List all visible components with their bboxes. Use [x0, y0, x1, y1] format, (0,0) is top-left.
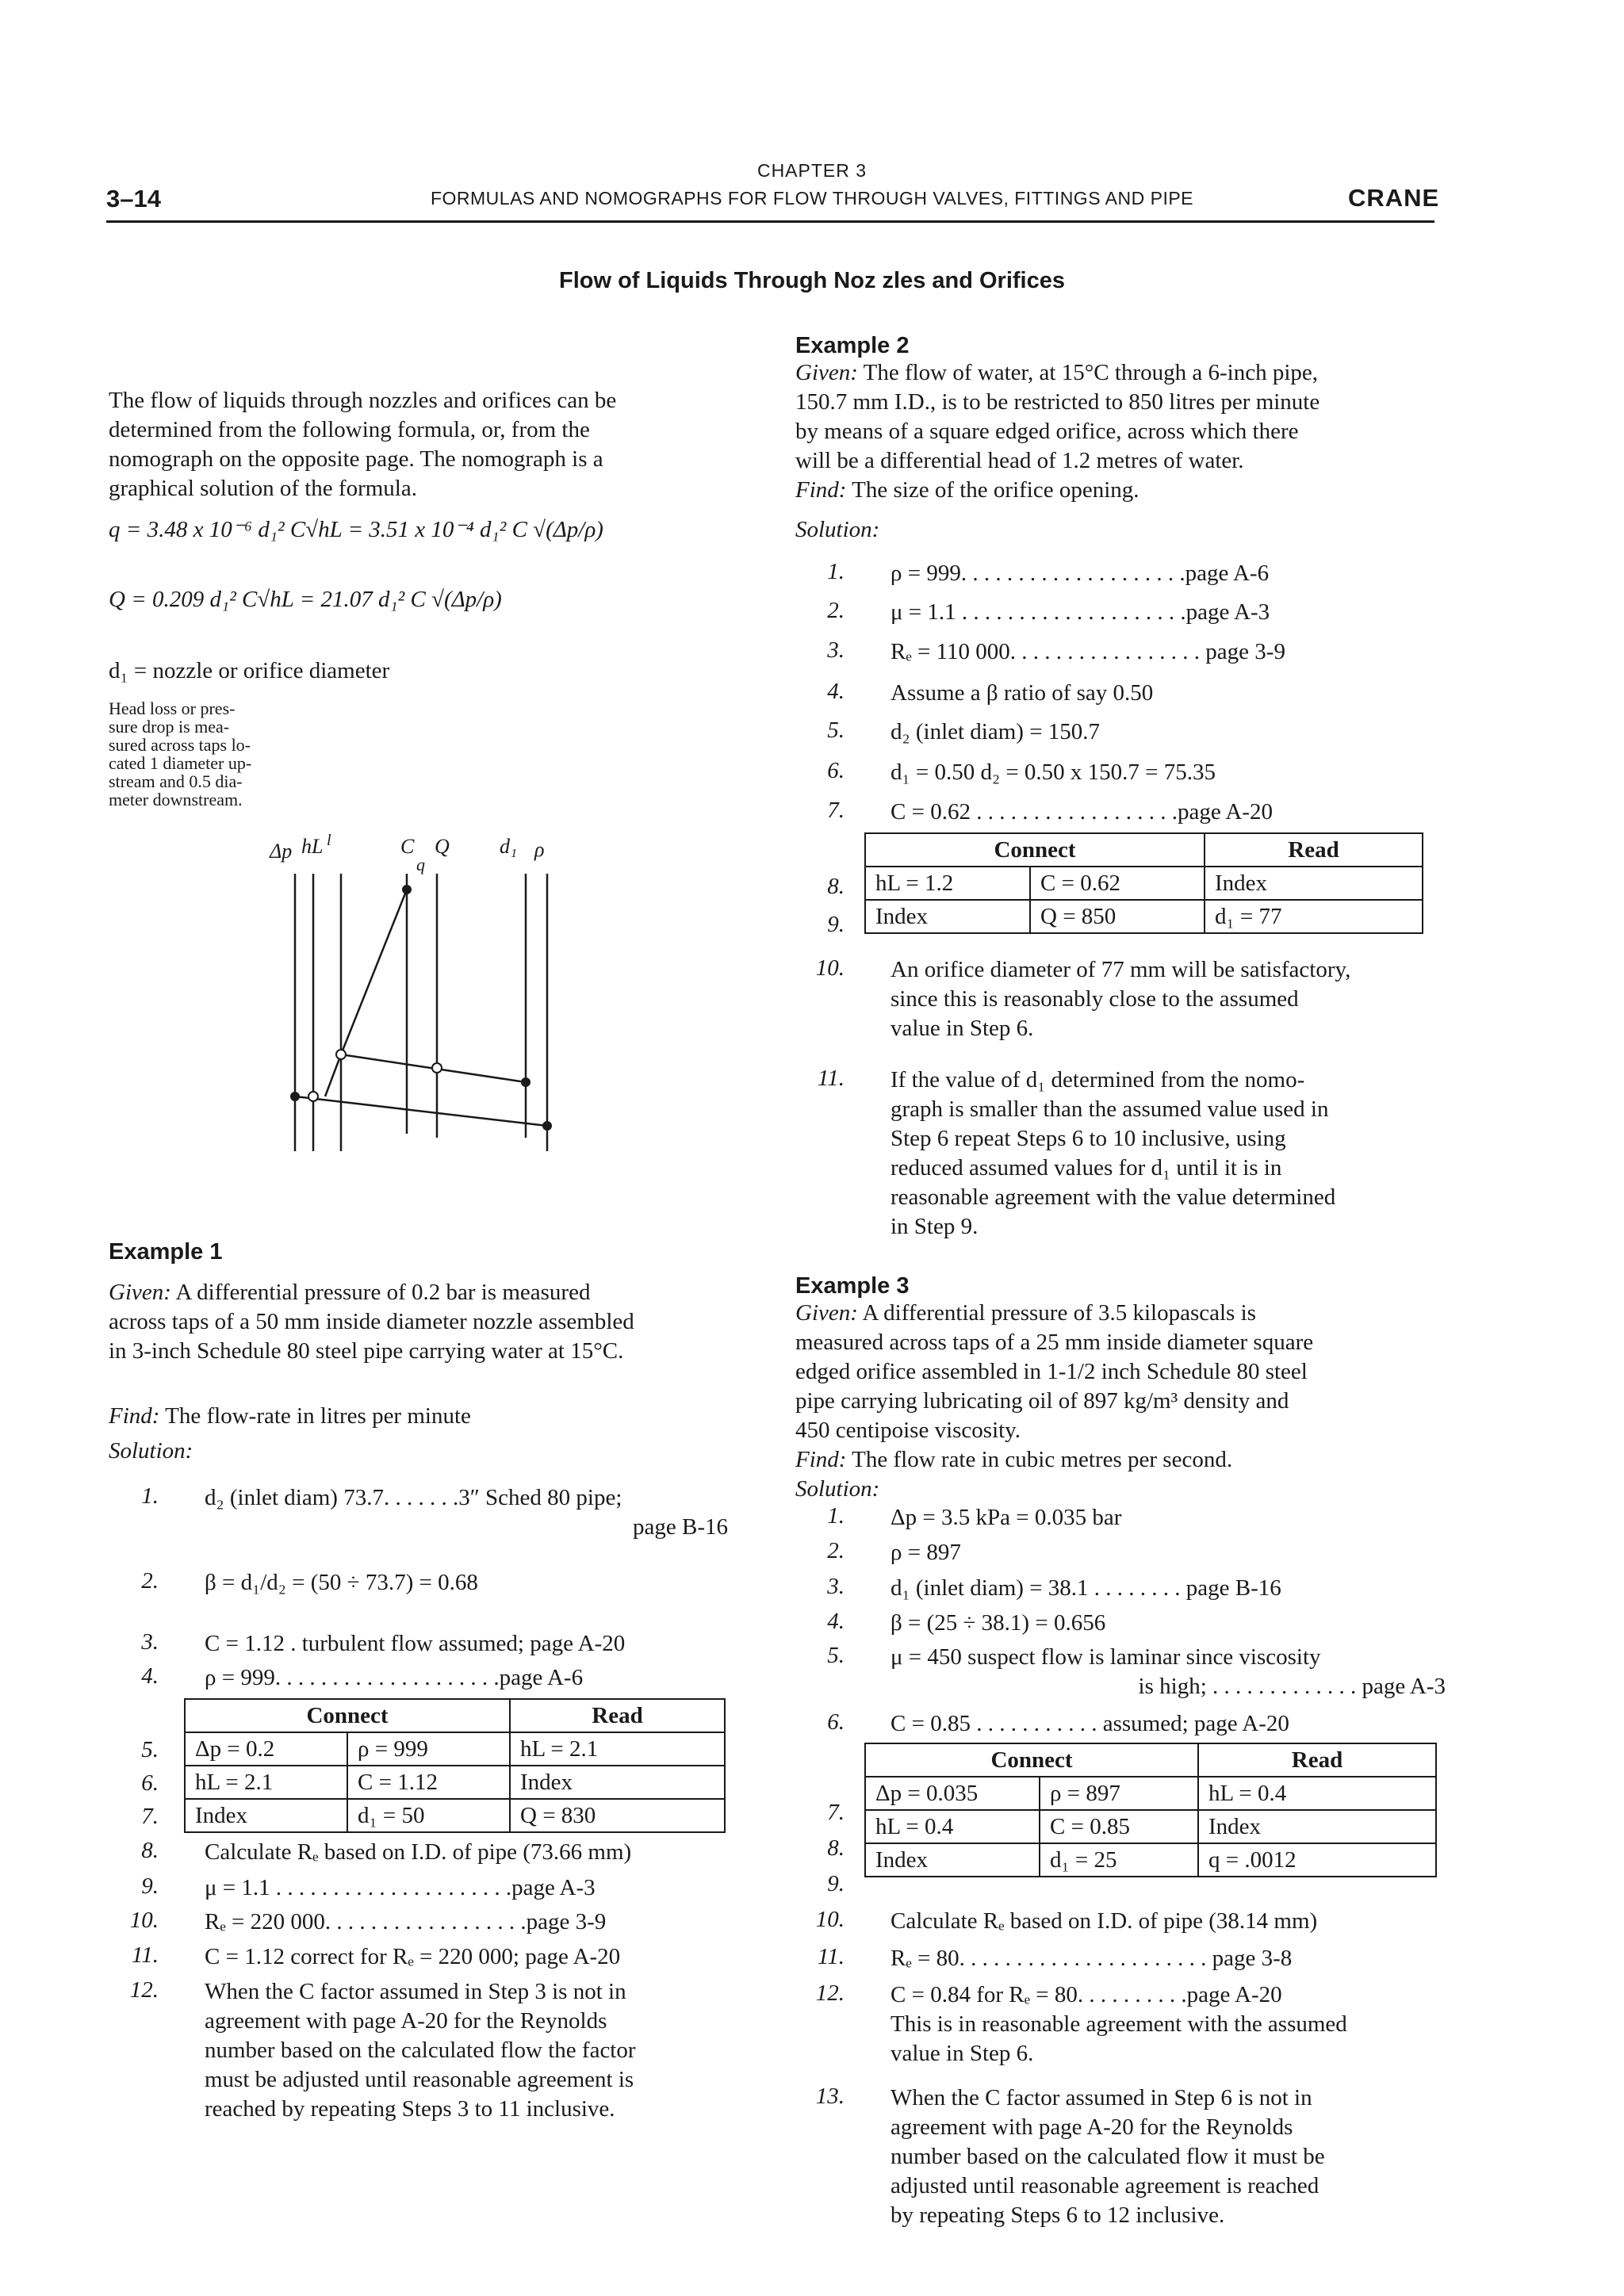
example2-heading: Example 2 [795, 333, 910, 358]
step-number: 1. [827, 559, 845, 584]
cell: hL = 0.4 [1198, 1777, 1436, 1810]
step-number: 2. [827, 598, 845, 623]
step-text: C = 1.12 correct for Rₑ = 220 000; page A-20 [205, 1944, 621, 1969]
step-number: 7. [827, 798, 845, 823]
nomograph-key-diagram [238, 825, 603, 1173]
step-text: d₂ (inlet diam) = 150.7 [891, 719, 1101, 744]
cell: d₁ = 25 [1040, 1843, 1198, 1877]
step-line: must be adjusted until reasonable agreement is [205, 2067, 634, 2092]
cell: C = 0.62 [1030, 867, 1205, 900]
step-line: since this is reasonably close to the assumed [891, 986, 1299, 1012]
page-number: 3–14 [106, 185, 161, 212]
step-number: 9. [827, 912, 845, 937]
step-number: 6. [827, 758, 845, 783]
find-text: The flow-rate in litres per minute [159, 1403, 471, 1429]
given-label: Given: [795, 1300, 858, 1326]
step-number: 7. [141, 1804, 159, 1829]
label-l: l [327, 832, 331, 849]
table-row [185, 1766, 725, 1799]
step-line: reduced assumed values for d₁ until it is in [891, 1155, 1282, 1181]
example1-solution-label: Solution: [109, 1438, 193, 1464]
table-row [185, 1799, 725, 1832]
intro-line: graphical solution of the formula. [109, 476, 417, 501]
publisher-name: CRANE [1348, 184, 1440, 212]
step-number: 11. [817, 1944, 845, 1969]
intro-paragraph [109, 386, 743, 503]
cell: hL = 2.1 [510, 1732, 725, 1766]
step-line: When the C factor assumed in Step 3 is not in [205, 1979, 626, 2004]
read-header: Read [510, 1699, 725, 1732]
find-text: The flow rate in cubic metres per second. [846, 1447, 1233, 1472]
formula-Q: Q = 0.209 d₁² C√hL = 21.07 d₁² C √(Δp/ρ) [109, 587, 502, 612]
connect-header: Connect [865, 1743, 1198, 1777]
read-header: Read [1198, 1743, 1436, 1777]
step-text [891, 2084, 1446, 2230]
measurement-note [109, 699, 339, 809]
point-q [432, 1063, 442, 1073]
step-line: Step 6 repeat Steps 6 to 10 inclusive, using [891, 1126, 1286, 1151]
step-text: d₁ = 0.50 d₂ = 0.50 x 150.7 = 75.35 [891, 760, 1216, 785]
step-text [891, 955, 1446, 1043]
step-number: 7. [827, 1800, 845, 1825]
section-title: Flow of Liquids Through Noz zles and Orifices [558, 268, 1065, 293]
cell: Q = 830 [510, 1799, 725, 1832]
example1-find [109, 1402, 743, 1431]
step-line: reasonable agreement with the value determined [891, 1184, 1336, 1210]
find-label: Find: [109, 1403, 160, 1429]
step-text [205, 1483, 728, 1542]
step-text [891, 1980, 1446, 2068]
step-number: 4. [827, 1609, 845, 1634]
find-label: Find: [795, 477, 847, 503]
step-text: d₁ (inlet diam) = 38.1 . . . . . . . . page B-16 [891, 1575, 1281, 1601]
example3-find [795, 1445, 1446, 1475]
example3-given [795, 1299, 1446, 1445]
step-text [891, 1643, 1446, 1701]
step-number: 2. [827, 1538, 845, 1563]
step-number: 1. [141, 1483, 159, 1509]
step-text: Assume a β ratio of say 0.50 [891, 680, 1154, 706]
step-text: C = 1.12 . turbulent flow assumed; page A-20 [205, 1631, 626, 1656]
example1-connect-read-table [184, 1698, 726, 1833]
step-text: β = d₁/d₂ = (50 ÷ 73.7) = 0.68 [205, 1570, 478, 1595]
step-text: Rₑ = 110 000. . . . . . . . . . . . . . . . . page 3-9 [891, 639, 1285, 664]
step-line: value in Step 6. [891, 2041, 1034, 2066]
given-line: by means of a square edged orifice, across which there [795, 419, 1299, 444]
given-line: across taps of a 50 mm inside diameter nozzle assembled [109, 1309, 634, 1334]
step-line: number based on the calculated flow it must be [891, 2144, 1325, 2169]
cell: q = .0012 [1198, 1843, 1436, 1877]
example3-solution-label: Solution: [795, 1476, 880, 1502]
step-number: 1. [827, 1503, 845, 1529]
find-text: The size of the orifice opening. [846, 477, 1139, 503]
isopleth-3 [295, 1096, 547, 1126]
cell: Index [510, 1766, 725, 1799]
step-line: by repeating Steps 6 to 12 inclusive. [891, 2202, 1225, 2228]
diameter-definition: d₁ = nozzle or orifice diameter [109, 658, 390, 683]
connect-header: Connect [865, 833, 1205, 867]
point-dp [290, 1092, 300, 1101]
step-number: 8. [141, 1838, 159, 1863]
label-hl: hL [301, 835, 324, 858]
given-line: measured across taps of a 25 mm inside diameter square [795, 1330, 1314, 1355]
point-d1 [521, 1077, 530, 1087]
table-row [185, 1732, 725, 1766]
given-label: Given: [109, 1280, 171, 1305]
formula-q: q = 3.48 x 10⁻⁶ d₁² C√hL = 3.51 x 10⁻⁴ d₁² C √(Δp/ρ) [109, 517, 603, 542]
point-c [402, 885, 412, 894]
step-text: ρ = 897 [891, 1540, 961, 1565]
label-rho: ρ [534, 838, 545, 861]
cell: Index [1198, 1810, 1436, 1843]
step-line: value in Step 6. [891, 1016, 1034, 1041]
intro-line: The flow of liquids through nozzles and orifices can be [109, 388, 617, 413]
step-line: agreement with page A-20 for the Reynolds [891, 2114, 1293, 2140]
table-row [865, 900, 1423, 933]
step-number: 13. [815, 2084, 845, 2109]
example2-solution-label: Solution: [795, 517, 880, 542]
given-line: in 3-inch Schedule 80 steel pipe carrying water at 15°C. [109, 1338, 624, 1364]
table-row [865, 1843, 1436, 1877]
step-line: C = 0.84 for Rₑ = 80. . . . . . . . . .page A-20 [891, 1982, 1282, 2007]
find-label: Find: [795, 1447, 847, 1472]
step-text: μ = 1.1 . . . . . . . . . . . . . . . . . . . .page A-3 [891, 599, 1270, 625]
cell: Index [865, 900, 1030, 933]
table-row [865, 867, 1423, 900]
given-line: 150.7 mm I.D., is to be restricted to 850 litres per minute [795, 389, 1320, 415]
step-number: 6. [141, 1770, 159, 1796]
step-number: 10. [815, 1907, 845, 1932]
step-number: 4. [827, 679, 845, 704]
running-title: FORMULAS AND NOMOGRAPHS FOR FLOW THROUGH VALVES, FITTINGS AND PIPE [430, 188, 1194, 209]
step-line: d₂ (inlet diam) 73.7. . . . . . .3″ Sched 80 pipe; [205, 1485, 622, 1510]
intro-line: determined from the following formula, or, from the [109, 417, 590, 442]
step-number: 12. [129, 1977, 159, 2003]
step-text: ρ = 999. . . . . . . . . . . . . . . . . . . .page A-6 [205, 1665, 584, 1690]
step-line: This is in reasonable agreement with the assumed [891, 2011, 1347, 2037]
step-text: C = 0.62 . . . . . . . . . . . . . . . . . .page A-20 [891, 799, 1273, 825]
table-row [865, 1810, 1436, 1843]
example2-connect-read-table [864, 832, 1423, 934]
given-line: The flow of water, at 15°C through a 6-inch pipe, [857, 360, 1318, 385]
example3-connect-read-table [864, 1743, 1437, 1877]
step-line: in Step 9. [891, 1214, 979, 1239]
step-line: adjusted until reasonable agreement is reached [891, 2173, 1320, 2198]
step-line: When the C factor assumed in Step 6 is not in [891, 2085, 1312, 2110]
cell: ρ = 999 [347, 1732, 510, 1766]
step-number: 6. [827, 1709, 845, 1735]
chapter-label: CHAPTER 3 [756, 160, 868, 181]
step-line: agreement with page A-20 for the Reynolds [205, 2008, 607, 2034]
note-line: sured across taps lo- [109, 735, 251, 755]
isopleth-1 [341, 890, 407, 1054]
step-line: number based on the calculated flow the factor [205, 2038, 636, 2063]
cell: Index [185, 1799, 347, 1832]
step-number: 3. [827, 637, 845, 663]
cell: hL = 0.4 [865, 1810, 1040, 1843]
step-number: 9. [827, 1871, 845, 1896]
cell: d₁ = 50 [347, 1799, 510, 1832]
step-number: 9. [141, 1873, 159, 1899]
step-number: 12. [815, 1980, 845, 2006]
step-text: ρ = 999. . . . . . . . . . . . . . . . . . . .page A-6 [891, 561, 1270, 586]
step-text [205, 1977, 744, 2124]
cell: Index [865, 1843, 1040, 1877]
step-text: Rₑ = 220 000. . . . . . . . . . . . . . . . . .page 3-9 [205, 1909, 607, 1934]
note-line: meter downstream. [109, 790, 243, 809]
step-number: 4. [141, 1663, 159, 1689]
example2-given [795, 358, 1446, 476]
step-number: 3. [827, 1574, 845, 1599]
step-text: Calculate Rₑ based on I.D. of pipe (73.66 mm) [205, 1839, 632, 1865]
step-text [891, 1066, 1446, 1242]
step-text: Δp = 3.5 kPa = 0.035 bar [891, 1505, 1122, 1530]
given-line: A differential pressure of 3.5 kilopascals is [857, 1300, 1256, 1326]
step-number: 11. [817, 1066, 845, 1091]
step-number: 11. [131, 1942, 159, 1968]
cell: d₁ = 77 [1205, 900, 1423, 933]
step-line: An orifice diameter of 77 mm will be satisfactory, [891, 957, 1351, 982]
read-header: Read [1205, 833, 1423, 867]
given-line: 450 centipoise viscosity. [795, 1418, 1021, 1443]
example1-given [109, 1278, 743, 1366]
isopleth-1b [325, 1054, 341, 1096]
connect-header: Connect [185, 1699, 510, 1732]
step-line: μ = 450 suspect flow is laminar since viscosity [891, 1644, 1321, 1670]
step-line: page B-16 [633, 1514, 728, 1540]
example2-find [795, 476, 1446, 505]
step-number: 10. [129, 1908, 159, 1933]
point-hl [308, 1092, 318, 1101]
note-line: Head loss or pres- [109, 698, 236, 718]
step-text: β = (25 ÷ 38.1) = 0.656 [891, 1610, 1106, 1636]
cell: ρ = 897 [1040, 1777, 1198, 1810]
given-line: A differential pressure of 0.2 bar is measured [170, 1280, 591, 1305]
label-Q: Q [435, 835, 450, 858]
step-line: is high; . . . . . . . . . . . . . page A-3 [1138, 1674, 1446, 1699]
step-number: 5. [827, 1643, 845, 1668]
step-number: 5. [141, 1737, 159, 1762]
step-line: If the value of d₁ determined from the nomo- [891, 1067, 1305, 1093]
example1-heading: Example 1 [109, 1239, 223, 1265]
note-line: stream and 0.5 dia- [109, 771, 243, 791]
given-line: edged orifice assembled in 1-1/2 inch Schedule 80 steel [795, 1359, 1308, 1384]
intro-line: nomograph on the opposite page. The nomograph is a [109, 446, 603, 472]
given-line: will be a differential head of 1.2 metres of water. [795, 448, 1244, 473]
cell: hL = 1.2 [865, 867, 1030, 900]
point-rho [542, 1121, 552, 1131]
label-q-small: q [416, 855, 425, 874]
cell: hL = 2.1 [185, 1766, 347, 1799]
cell: Q = 850 [1030, 900, 1205, 933]
step-text: C = 0.85 . . . . . . . . . . . assumed; page A-20 [891, 1711, 1289, 1736]
given-line: pipe carrying lubricating oil of 897 kg/m³ density and [795, 1388, 1289, 1414]
step-number: 2. [141, 1568, 159, 1594]
step-text: Calculate Rₑ based on I.D. of pipe (38.14 mm) [891, 1908, 1318, 1934]
step-number: 3. [141, 1629, 159, 1655]
note-line: cated 1 diameter up- [109, 753, 252, 773]
cell: Δp = 0.035 [865, 1777, 1040, 1810]
step-text: Rₑ = 80. . . . . . . . . . . . . . . . . . . . . . page 3-8 [891, 1946, 1293, 1971]
table-row [865, 1777, 1436, 1810]
cell: Index [1205, 867, 1423, 900]
step-line: graph is smaller than the assumed value used in [891, 1096, 1329, 1122]
step-number: 5. [827, 718, 845, 743]
step-number: 10. [815, 955, 845, 981]
example3-heading: Example 3 [795, 1273, 910, 1299]
step-line: reached by repeating Steps 3 to 11 inclusive. [205, 2096, 615, 2122]
cell: Δp = 0.2 [185, 1732, 347, 1766]
label-dp: Δp [270, 840, 293, 863]
cell: C = 0.85 [1040, 1810, 1198, 1843]
label-d1: d₁ [500, 835, 518, 858]
header-rule [106, 220, 1434, 223]
note-line: sure drop is mea- [109, 717, 230, 737]
given-label: Given: [795, 360, 858, 385]
point-index [336, 1050, 346, 1059]
step-number: 8. [827, 1835, 845, 1861]
step-text: μ = 1.1 . . . . . . . . . . . . . . . . . . . . .page A-3 [205, 1875, 596, 1900]
cell: C = 1.12 [347, 1766, 510, 1799]
label-c: C [400, 835, 415, 858]
step-number: 8. [827, 874, 845, 899]
